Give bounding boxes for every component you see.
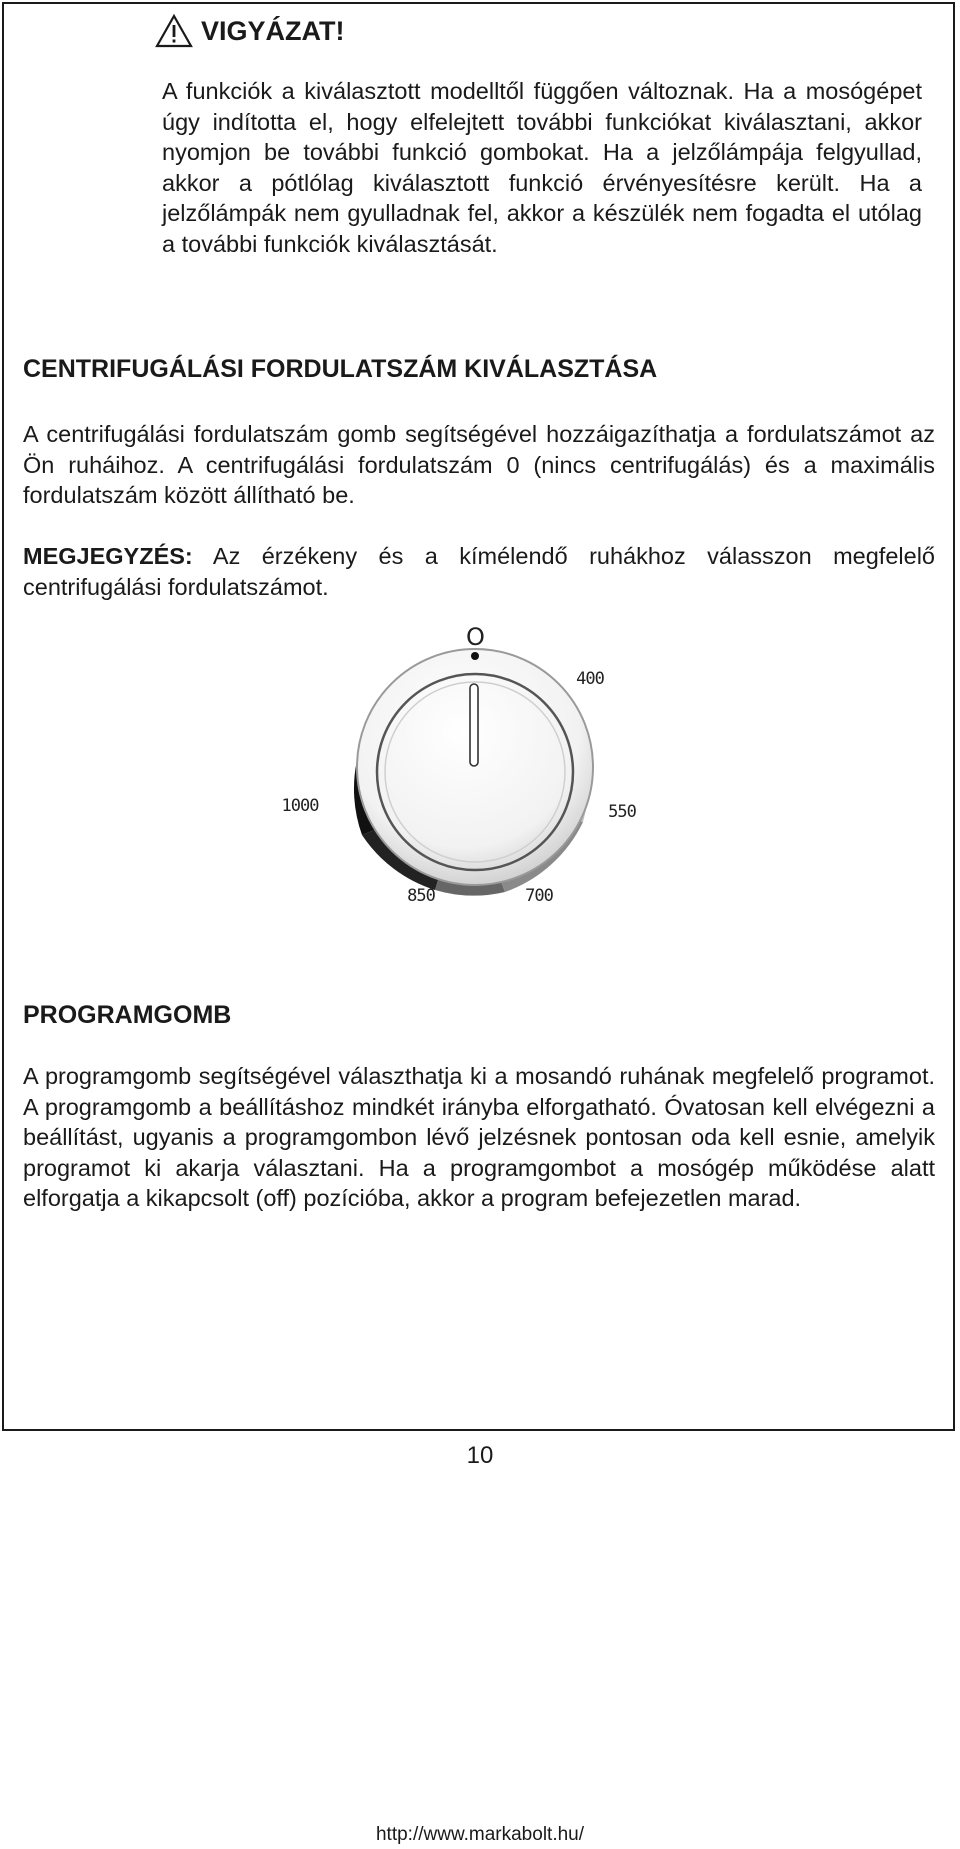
dial-label-850: 850	[407, 886, 435, 906]
spin-speed-dial	[270, 612, 660, 912]
dial-off-dot	[471, 652, 479, 660]
warning-triangle-icon	[155, 14, 193, 48]
dial-label-700: 700	[525, 886, 553, 906]
dial-pointer	[470, 684, 478, 766]
note-text: Az érzékeny és a kímélendő ruhákhoz válasszon megfelelő centrifugálási fordulatszámot.	[23, 543, 935, 600]
footer-url[interactable]: http://www.markabolt.hu/	[375, 1824, 585, 1845]
program-heading: PROGRAMGOMB	[23, 1001, 232, 1029]
spin-text: A centrifugálási fordulatszám gomb segítségével hozzáigazíthatja a fordulatszámot az Ön ruháihoz. A centrifugálási fordulatszám 0 (nincs centrifugálás) és a maximális fordulatszám között állítható be.	[23, 421, 935, 508]
warning-title: VIGYÁZAT!	[201, 15, 345, 46]
dial-label-off: O	[466, 623, 484, 651]
page-number: 10	[466, 1442, 494, 1469]
spin-note	[23, 541, 935, 602]
dial-label-1000: 1000	[281, 796, 319, 816]
dial-label-400: 400	[576, 669, 604, 689]
spin-heading: CENTRIFUGÁLÁSI FORDULATSZÁM KIVÁLASZTÁSA	[23, 355, 658, 383]
note-label: MEGJEGYZÉS:	[23, 543, 193, 569]
warning-heading	[155, 14, 345, 48]
spin-dial-illustration	[270, 612, 660, 912]
warning-text: A funkciók a kiválasztott modelltől függően változnak. Ha a mosógépet úgy indította el, hogy elfelejtett további funkciókat kiválasztani, akkor nyomjon be további funkció gombokat. Ha a jelzőlámpája felgyullad, akkor a pótlólag kiválasztott funkció érvényesítésre került. Ha a jelzőlámpák nem gyulladnak fel, akkor a készülék nem fogadta el utólag a további funkciók kiválasztását.	[162, 78, 922, 257]
dial-label-550: 550	[608, 802, 636, 822]
program-text: A programgomb segítségével választhatja ki a mosandó ruhának megfelelő programot. A programgomb a beállításhoz mindkét irányba elforgatható. Óvatosan kell elvégezni a beállítást, ugyanis a programgombon lévő jelzésnek pontosan oda kell esnie, amelyik programot ki akarja választani. Ha a programgombot a mosógép működése alatt elforgatja a kikapcsolt (off) pozícióba, akkor a program befejezetlen marad.	[23, 1063, 935, 1211]
